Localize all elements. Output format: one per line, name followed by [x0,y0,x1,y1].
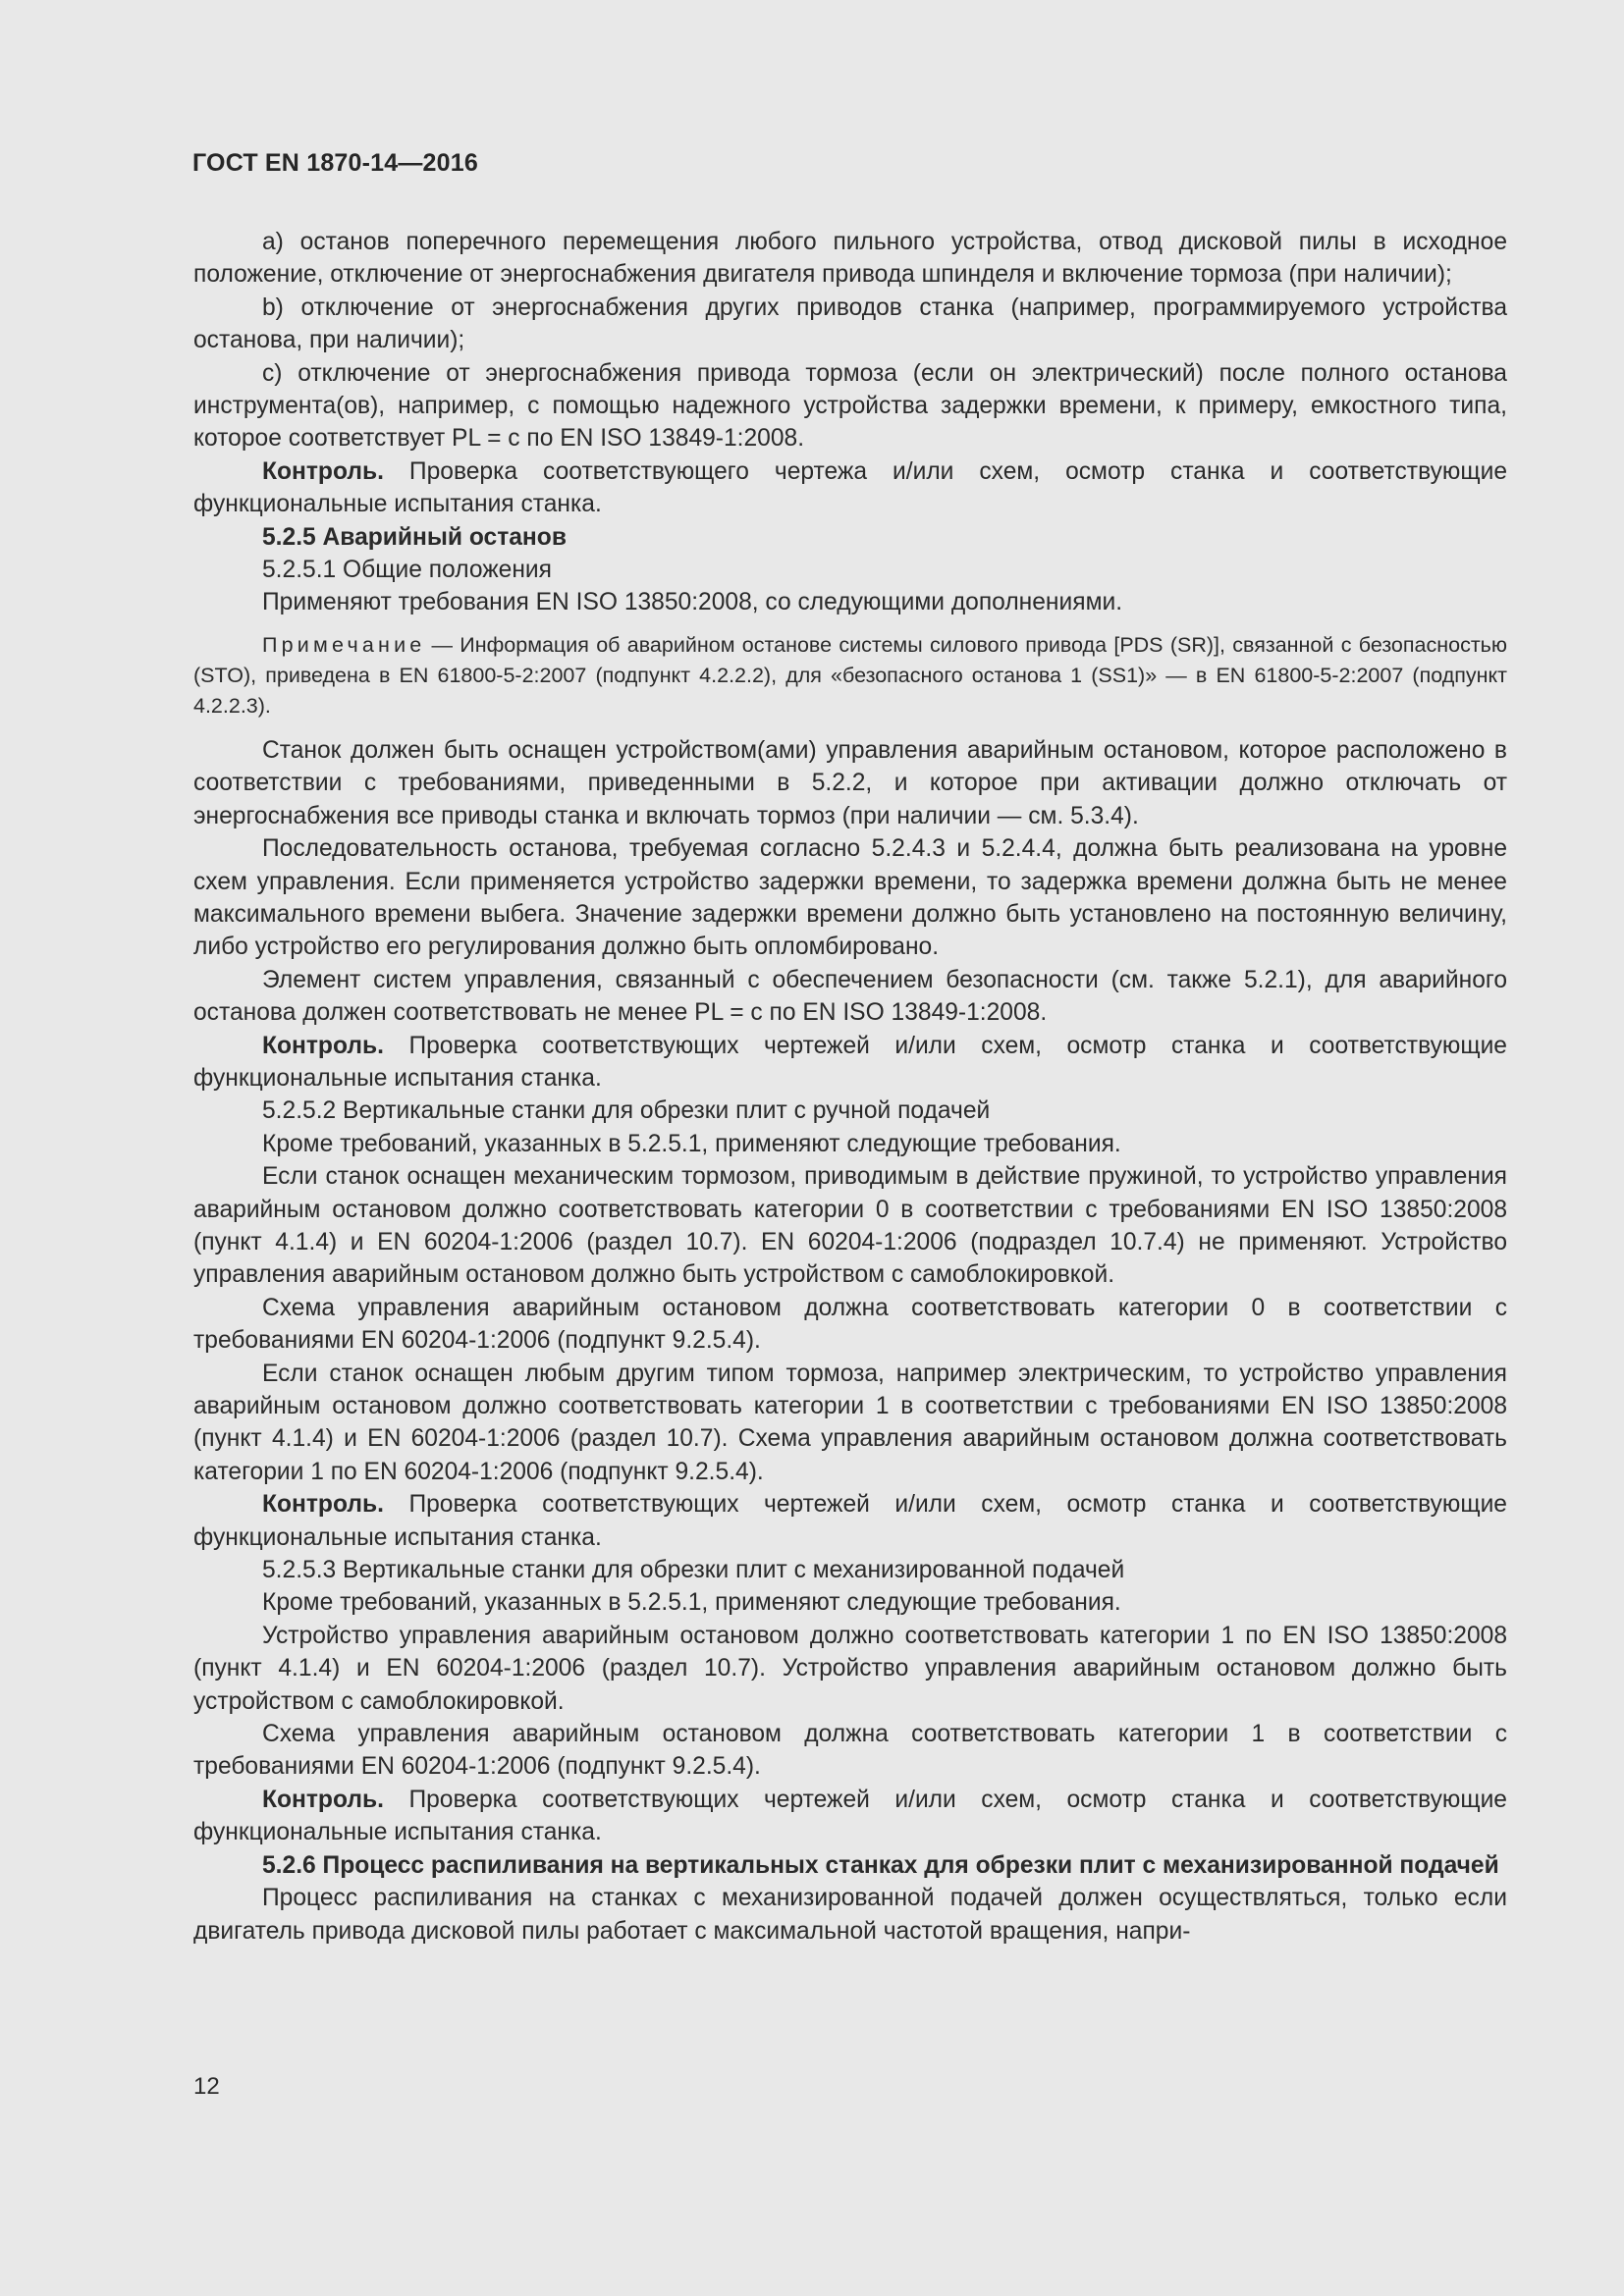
control-label: Контроль. [262,1032,384,1059]
document-header: ГОСТ EN 1870-14—2016 [192,149,478,177]
paragraph: Применяют требования EN ISO 13850:2008, со следующими дополнениями. [262,589,1123,616]
control-label: Контроль. [262,1786,384,1813]
paragraph: Схема управления аварийным остановом должна соответствовать категории 1 в соответствии с требованиями EN 60204-1:2006 (подпункт 9.2.5.4). [193,1721,1507,1781]
control-text: Проверка соответствующих чертежей и/или схем, осмотр станка и соответствующие функциональные испытания станка. [193,1032,1507,1092]
document-body [193,226,1507,1948]
note-paragraph [193,630,1507,721]
control-text: Проверка соответствующих чертежей и/или схем, осмотр станка и соответствующие функциональные испытания станка. [193,1491,1507,1551]
control-label: Контроль. [262,457,384,485]
subsection-heading-5-2-5-1: 5.2.5.1 Общие положения [262,557,552,584]
paragraph-item-b: b) отключение от энергоснабжения других приводов станка (например, программируемого устройства останова, при наличии); [193,294,1507,354]
paragraph-item-a: a) останов поперечного перемещения любого пильного устройства, отвод дисковой пилы в исходное положение, отключение от энергоснабжения двигателя привода шпинделя и включение тормоза (при наличии); [193,229,1507,289]
section-heading-5-2-6: 5.2.6 Процесс распиливания на вертикальных станках для обрезки плит с механизированной подачей [262,1851,1499,1879]
control-label: Контроль. [262,1491,384,1519]
paragraph: Устройство управления аварийным остановом должно соответствовать категории 1 по EN ISO 13850:2008 (пункт 4.1.4) и EN 60204-1:2006 (раздел 10.7). Устройство управления аварийным остановом должно быть устройством с самоблокировкой. [193,1622,1507,1715]
paragraph-item-c: c) отключение от энергоснабжения привода тормоза (если он электрический) после полного останова инструмента(ов), например, с помощью надежного устройства задержки времени, к примеру, емкостного типа, которое соответствует PL = c по EN ISO 13849-1:2008. [193,359,1507,453]
control-text: Проверка соответствующего чертежа и/или схем, осмотр станка и соответствующие функциональные испытания станка. [193,457,1507,518]
paragraph: Кроме требований, указанных в 5.2.5.1, применяют следующие требования. [262,1130,1121,1157]
paragraph: Элемент систем управления, связанный с обеспечением безопасности (см. также 5.2.1), для аварийного останова должен соответствовать не менее PL = c по EN ISO 13849-1:2008. [193,966,1507,1027]
control-paragraph [193,1784,1507,1849]
paragraph: Если станок оснащен механическим тормозом, приводимым в действие пружиной, то устройство управления аварийным остановом должно соответствовать категории 0 в соответствии с требованиями EN ISO 13850:2008 (пункт 4.1.4) и EN 60204-1:2006 (раздел 10.7). EN 60204-1:2006 (подраздел 10.7.4) не применяют. Устройство управления аварийным остановом должно быть устройством с самоблокировкой. [193,1163,1507,1289]
control-paragraph [193,1030,1507,1095]
note-text: — Информация об аварийном останове системы силового привода [PDS (SR)], связанной с безопасностью (STO), приведена в EN 61800-5-2:2007 (подпункт 4.2.2.2), для «безопасного останова 1 (SS1)» — в EN 61800-5-2:2007 (подпункт 4.2.2.3). [193,632,1507,718]
paragraph: Кроме требований, указанных в 5.2.5.1, применяют следующие требования. [262,1589,1121,1617]
paragraph: Станок должен быть оснащен устройством(ами) управления аварийным остановом, которое расположено в соответствии с требованиями, приведенными в 5.2.2, и которое при активации должно отключать от энергоснабжения все приводы станка и включать тормоз (при наличии — см. 5.3.4). [193,736,1507,829]
paragraph: Последовательность останова, требуемая согласно 5.2.4.3 и 5.2.4.4, должна быть реализована на уровне схем управления. Если применяется устройство задержки времени, то задержка времени должна быть не менее максимального времени выбега. Значение задержки времени должно быть установлено на постоянную величину, либо устройство его регулирования должно быть опломбировано. [193,835,1507,961]
paragraph: Схема управления аварийным остановом должна соответствовать категории 0 в соответствии с требованиями EN 60204-1:2006 (подпункт 9.2.5.4). [193,1294,1507,1355]
note-label: Примечание [262,632,426,657]
control-text: Проверка соответствующих чертежей и/или схем, осмотр станка и соответствующие функциональные испытания станка. [193,1786,1507,1846]
paragraph: Процесс распиливания на станках с механизированной подачей должен осуществляться, только если двигатель привода дисковой пилы работает с максимальной частотой вращения, напри- [193,1885,1507,1945]
subsection-heading-5-2-5-2: 5.2.5.2 Вертикальные станки для обрезки плит с ручной подачей [262,1097,991,1125]
paragraph: Если станок оснащен любым другим типом тормоза, например электрическим, то устройство управления аварийным остановом должно соответствовать категории 1 в соответствии с требованиями EN ISO 13850:2008 (пункт 4.1.4) и EN 60204-1:2006 (раздел 10.7). Схема управления аварийным остановом должна соответствовать категории 1 по EN 60204-1:2006 (подпункт 9.2.5.4). [193,1360,1507,1485]
control-paragraph [193,1488,1507,1554]
subsection-heading-5-2-5-3: 5.2.5.3 Вертикальные станки для обрезки плит с механизированной подачей [262,1557,1125,1584]
control-paragraph [193,455,1507,521]
section-heading-5-2-5: 5.2.5 Аварийный останов [262,523,567,551]
page-number: 12 [193,2073,220,2100]
